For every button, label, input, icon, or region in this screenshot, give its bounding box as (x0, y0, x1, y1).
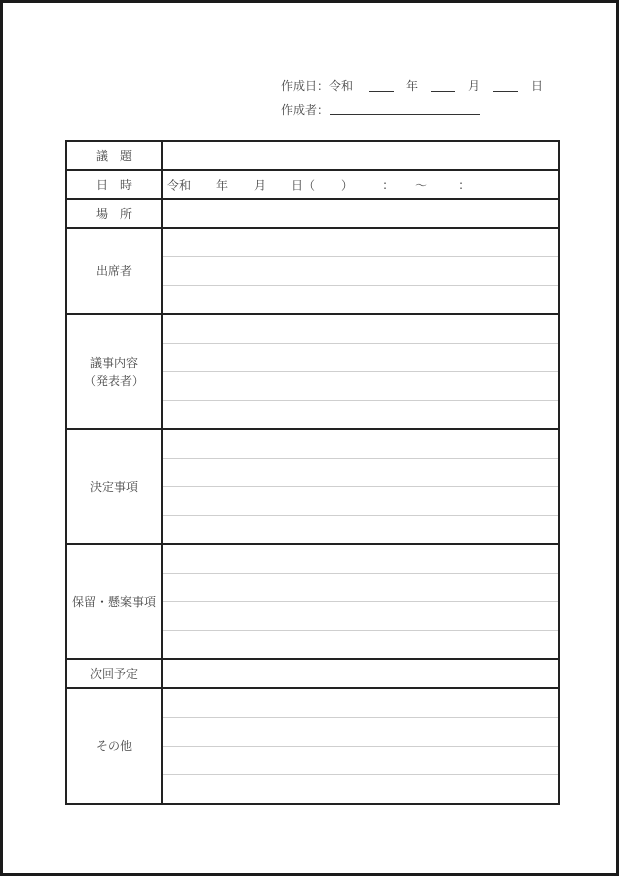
next-meeting-row (66, 659, 559, 688)
minutes-label: 議事内容 （発表者） (66, 314, 162, 429)
pending-label: 保留・懸案事項 (66, 544, 162, 659)
place-row (66, 199, 559, 228)
other-label: その他 (66, 688, 162, 804)
minutes-table (65, 140, 560, 805)
agenda-label: 議 題 (66, 141, 162, 170)
decisions-row (66, 429, 559, 544)
datetime-era: 令和 (167, 178, 192, 192)
datetime-year: 年 (216, 178, 229, 192)
created-date-label: 作成日：令和 (281, 79, 354, 93)
minutes-sub-label: （発表者） (83, 373, 144, 388)
datetime-day: 日（ (291, 178, 316, 192)
author-label: 作成者： (281, 103, 330, 117)
decisions-field[interactable] (162, 429, 559, 544)
place-field[interactable] (162, 199, 559, 228)
attendees-row (66, 228, 559, 314)
datetime-row (66, 170, 559, 199)
author-blank[interactable] (330, 114, 480, 115)
datetime-start-colon: : (383, 177, 388, 192)
datetime-field[interactable] (162, 170, 559, 199)
other-field[interactable] (162, 688, 559, 804)
pending-field[interactable] (162, 544, 559, 659)
agenda-field[interactable] (162, 141, 559, 170)
datetime-end-colon: : (459, 177, 464, 192)
datetime-month: 月 (254, 178, 267, 192)
place-label: 場 所 (66, 199, 162, 228)
agenda-row (66, 141, 559, 170)
minutes-field[interactable] (162, 314, 559, 429)
day-unit: 日 (531, 79, 544, 93)
decisions-label: 決定事項 (66, 429, 162, 544)
next-meeting-field[interactable] (162, 659, 559, 688)
next-meeting-label: 次回予定 (66, 659, 162, 688)
other-row (66, 688, 559, 804)
created-year-blank[interactable] (369, 91, 394, 92)
pending-row (66, 544, 559, 659)
attendees-field[interactable] (162, 228, 559, 314)
created-month-blank[interactable] (431, 91, 455, 92)
datetime-label: 日 時 (66, 170, 162, 199)
minutes-row (66, 314, 559, 429)
attendees-label: 出席者 (66, 228, 162, 314)
datetime-tilde: ～ (415, 178, 428, 192)
datetime-close-paren: ） (341, 178, 354, 192)
year-unit: 年 (406, 79, 419, 93)
month-unit: 月 (468, 79, 481, 93)
created-day-blank[interactable] (493, 91, 518, 92)
